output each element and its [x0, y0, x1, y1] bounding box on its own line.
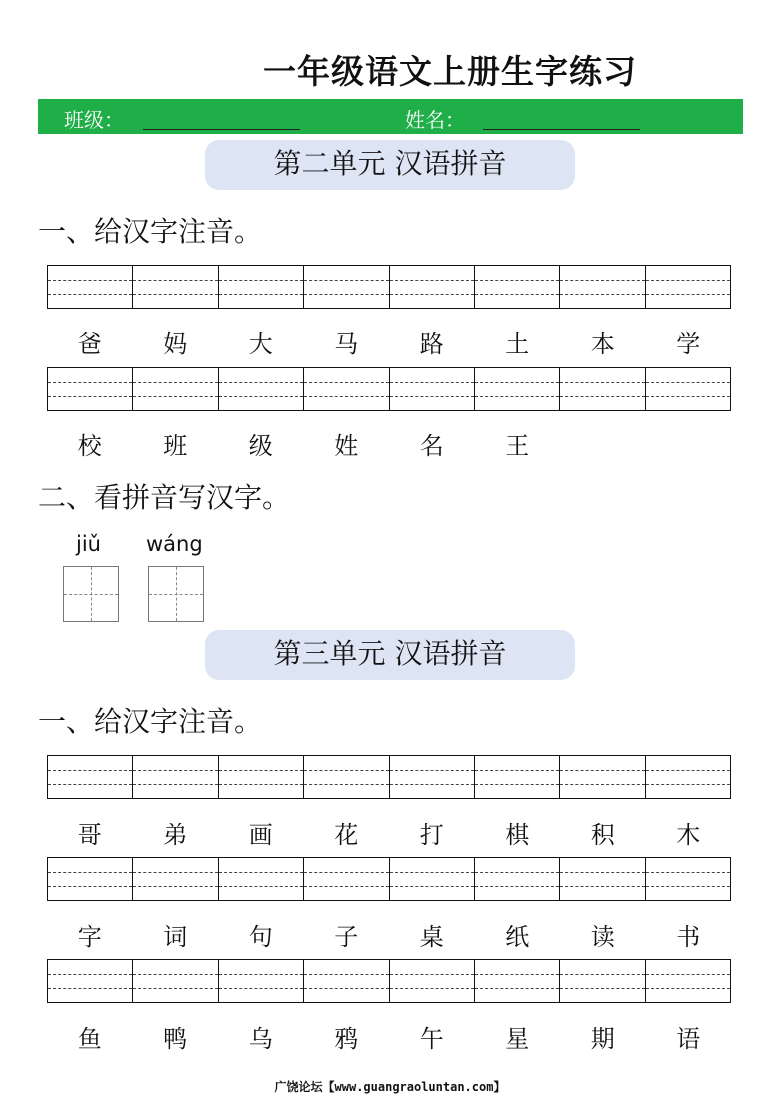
character: 妈	[163, 330, 188, 358]
character: 字	[77, 923, 102, 951]
pinyin-cell[interactable]	[218, 858, 303, 900]
section-heading: 一、给汉字注音。	[38, 215, 263, 248]
pinyin-cell[interactable]	[559, 266, 644, 308]
character: 词	[163, 923, 188, 951]
pinyin-cell[interactable]	[218, 368, 303, 410]
character-row	[47, 815, 731, 850]
pinyin-cell[interactable]	[389, 368, 474, 410]
character: 桌	[419, 923, 444, 951]
pinyin-cell[interactable]	[389, 266, 474, 308]
character: 纸	[505, 923, 530, 951]
pinyin-cell[interactable]	[474, 756, 559, 798]
character: 午	[419, 1025, 444, 1053]
character: 积	[590, 821, 615, 849]
pinyin-cell[interactable]	[48, 960, 132, 1002]
character-row	[47, 1019, 731, 1054]
pinyin-cell[interactable]	[132, 266, 217, 308]
pinyin-cell[interactable]	[559, 368, 644, 410]
pinyin-cell[interactable]	[218, 266, 303, 308]
tianzige-box[interactable]	[148, 566, 204, 622]
character: 本	[590, 330, 615, 358]
character: 读	[590, 923, 615, 951]
character-row	[47, 324, 731, 359]
character: 级	[248, 432, 273, 460]
unit-heading: 第二单元 汉语拼音	[205, 140, 575, 190]
name-label: 姓名：	[405, 108, 465, 132]
pinyin-cell[interactable]	[303, 858, 388, 900]
pinyin-cell[interactable]	[303, 368, 388, 410]
pinyin-cell[interactable]	[645, 858, 730, 900]
pinyin-grid[interactable]	[47, 265, 731, 309]
character: 棋	[505, 821, 530, 849]
character: 星	[505, 1025, 530, 1053]
character: 土	[505, 330, 530, 358]
pinyin-cell[interactable]	[218, 756, 303, 798]
character: 花	[334, 821, 359, 849]
pinyin-cell[interactable]	[48, 756, 132, 798]
character: 名	[419, 432, 444, 460]
pinyin-cell[interactable]	[474, 368, 559, 410]
pinyin-grid[interactable]	[47, 755, 731, 799]
footer-source: 广饶论坛【www.guangraoluntan.com】	[274, 1080, 506, 1094]
name-field[interactable]	[483, 129, 640, 130]
character: 句	[248, 923, 273, 951]
tianzige-box[interactable]	[63, 566, 119, 622]
character: 鱼	[77, 1025, 102, 1053]
pinyin-cell[interactable]	[559, 756, 644, 798]
pinyin-cell[interactable]	[645, 266, 730, 308]
character-row	[47, 917, 731, 952]
pinyin-cell[interactable]	[645, 756, 730, 798]
pinyin-cell[interactable]	[48, 858, 132, 900]
pinyin-cell[interactable]	[132, 858, 217, 900]
pinyin-label: wáng	[146, 532, 203, 556]
pinyin-cell[interactable]	[218, 960, 303, 1002]
character: 大	[248, 330, 273, 358]
pinyin-cell[interactable]	[389, 756, 474, 798]
pinyin-cell[interactable]	[645, 960, 730, 1002]
pinyin-cell[interactable]	[474, 858, 559, 900]
character: 班	[163, 432, 188, 460]
character: 路	[419, 330, 444, 358]
character: 学	[676, 330, 701, 358]
character: 鸦	[334, 1025, 359, 1053]
character: 期	[590, 1025, 615, 1053]
class-label: 班级：	[64, 108, 124, 132]
pinyin-cell[interactable]	[303, 756, 388, 798]
student-info-bar	[38, 99, 743, 134]
character: 子	[334, 923, 359, 951]
character: 书	[676, 923, 701, 951]
pinyin-cell[interactable]	[132, 756, 217, 798]
character: 画	[248, 821, 273, 849]
pinyin-cell[interactable]	[389, 960, 474, 1002]
pinyin-cell[interactable]	[48, 368, 132, 410]
pinyin-cell[interactable]	[474, 960, 559, 1002]
character: 木	[676, 821, 701, 849]
character: 王	[505, 432, 530, 460]
pinyin-cell[interactable]	[303, 266, 388, 308]
class-field[interactable]	[143, 129, 300, 130]
pinyin-cell[interactable]	[132, 960, 217, 1002]
character: 姓	[334, 432, 359, 460]
pinyin-grid[interactable]	[47, 959, 731, 1003]
character: 弟	[163, 821, 188, 849]
section-heading: 一、给汉字注音。	[38, 705, 263, 738]
character: 校	[77, 432, 102, 460]
pinyin-grid[interactable]	[47, 857, 731, 901]
pinyin-cell[interactable]	[132, 368, 217, 410]
pinyin-grid[interactable]	[47, 367, 731, 411]
page-title: 一年级语文上册生字练习	[263, 52, 637, 91]
character-row	[47, 426, 731, 461]
pinyin-cell[interactable]	[389, 858, 474, 900]
unit-heading: 第三单元 汉语拼音	[205, 630, 575, 680]
pinyin-cell[interactable]	[48, 266, 132, 308]
pinyin-cell[interactable]	[559, 858, 644, 900]
character: 鸭	[163, 1025, 188, 1053]
character: 语	[676, 1025, 701, 1053]
character: 哥	[77, 821, 102, 849]
section-heading: 二、看拼音写汉字。	[38, 481, 291, 514]
pinyin-label: jiǔ	[76, 532, 101, 556]
character: 乌	[248, 1025, 273, 1053]
pinyin-cell[interactable]	[303, 960, 388, 1002]
character: 马	[334, 330, 359, 358]
pinyin-cell[interactable]	[645, 368, 730, 410]
pinyin-cell[interactable]	[474, 266, 559, 308]
character: 打	[419, 821, 444, 849]
pinyin-cell[interactable]	[559, 960, 644, 1002]
character: 爸	[77, 330, 102, 358]
